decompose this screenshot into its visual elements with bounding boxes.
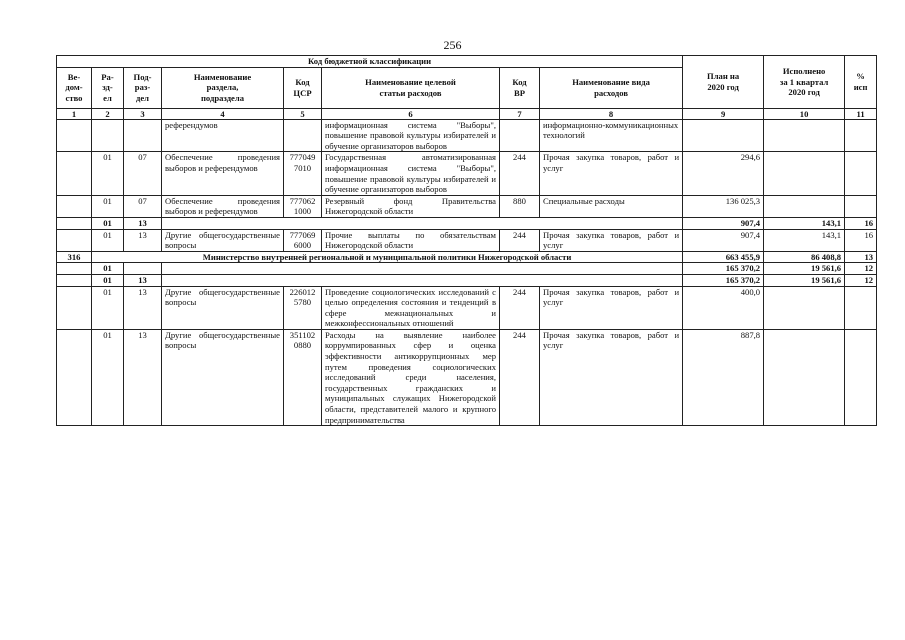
cell-blank	[162, 217, 683, 229]
cell-vr-name: Прочая закупка товаров, работ и услуг	[540, 286, 683, 329]
cell-pct	[845, 195, 877, 217]
cell-pct	[845, 119, 877, 152]
cell-plan: 165 370,2	[683, 263, 764, 275]
cell-pct	[845, 329, 877, 425]
cell-rz: 01	[92, 195, 124, 217]
cell-rz: 01	[92, 152, 124, 195]
cell-name: референдумов	[162, 119, 284, 152]
subtotal-row	[57, 263, 877, 275]
cell-rz	[92, 119, 124, 152]
cell-vr: 880	[500, 195, 540, 217]
cell-done: 19 561,6	[764, 274, 845, 286]
table-row	[57, 195, 877, 217]
cell-vr-name: информационно-коммуникационных технологий	[540, 119, 683, 152]
table-row	[57, 152, 877, 195]
header-pct: % исп	[845, 56, 877, 109]
cell-vr: 244	[500, 152, 540, 195]
cell-rz: 01	[92, 274, 124, 286]
cell-pct: 12	[845, 274, 877, 286]
column-number: 11	[845, 108, 877, 119]
column-number: 4	[162, 108, 284, 119]
cell-csr-name: Расходы на выявление наиболее коррумпированных сфер и оценка эффективности антикоррупционных мер путем проведения социологических исследований среди населения, государственных гражданских и муниципальных служащих Нижегородской области, представителей малого и крупного предпринимательства	[322, 329, 500, 425]
column-number: 3	[124, 108, 162, 119]
cell-vr-name: Прочая закупка товаров, работ и услуг	[540, 229, 683, 251]
cell-done	[764, 195, 845, 217]
cell-pr: 13	[124, 274, 162, 286]
cell-pct	[845, 152, 877, 195]
header-numbers-row	[57, 108, 877, 119]
cell-csr: 226012 5780	[284, 286, 322, 329]
cell-csr-name: Прочие выплаты по обязательствам Нижегородской области	[322, 229, 500, 251]
cell-ved	[57, 286, 92, 329]
cell-name: Другие общегосударственные вопросы	[162, 229, 284, 251]
cell-plan: 907,4	[683, 217, 764, 229]
cell-ved	[57, 274, 92, 286]
cell-name: Обеспечение проведения выборов и референдумов	[162, 195, 284, 217]
cell-plan	[683, 119, 764, 152]
ministry-name: Министерство внутренней региональной и муниципальной политики Нижегородской области	[92, 251, 683, 263]
cell-pr: 13	[124, 229, 162, 251]
header-plan: План на 2020 год	[683, 56, 764, 109]
cell-pct	[845, 286, 877, 329]
header-pr: Под- раз- дел	[124, 67, 162, 108]
cell-pct: 16	[845, 217, 877, 229]
cell-plan: 165 370,2	[683, 274, 764, 286]
cell-vr	[500, 119, 540, 152]
cell-plan: 400,0	[683, 286, 764, 329]
cell-vr: 244	[500, 329, 540, 425]
cell-vr-name: Прочая закупка товаров, работ и услуг	[540, 329, 683, 425]
cell-pct: 16	[845, 229, 877, 251]
cell-done: 19 561,6	[764, 263, 845, 275]
cell-vr-name: Прочая закупка товаров, работ и услуг	[540, 152, 683, 195]
cell-csr: 777069 6000	[284, 229, 322, 251]
cell-csr: 777049 7010	[284, 152, 322, 195]
cell-rz: 01	[92, 217, 124, 229]
cell-vr-name: Специальные расходы	[540, 195, 683, 217]
cell-ved	[57, 152, 92, 195]
cell-vr: 244	[500, 229, 540, 251]
cell-csr-name: информационная система "Выборы", повышение правовой культуры избирателей и обучение организаторов выборов	[322, 119, 500, 152]
cell-pr: 07	[124, 152, 162, 195]
cell-rz: 01	[92, 263, 124, 275]
cell-pr	[124, 119, 162, 152]
column-number: 2	[92, 108, 124, 119]
cell-blank	[162, 263, 683, 275]
header-group-row	[57, 56, 877, 68]
cell-plan: 663 455,9	[683, 251, 764, 263]
ministry-row	[57, 251, 877, 263]
cell-name: Другие общегосударственные вопросы	[162, 329, 284, 425]
cell-pr: 13	[124, 329, 162, 425]
header-name: Наименование раздела, подраздела	[162, 67, 284, 108]
cell-vr: 244	[500, 286, 540, 329]
header-rz: Ра- зд- ел	[92, 67, 124, 108]
cell-done: 143,1	[764, 229, 845, 251]
column-number: 8	[540, 108, 683, 119]
cell-done: 86 408,8	[764, 251, 845, 263]
column-number: 1	[57, 108, 92, 119]
header-ved: Ве- дом- ство	[57, 67, 92, 108]
column-number: 5	[284, 108, 322, 119]
column-number: 9	[683, 108, 764, 119]
cell-ved	[57, 329, 92, 425]
cell-rz: 01	[92, 286, 124, 329]
header-csr-name: Наименование целевой статьи расходов	[322, 67, 500, 108]
cell-done	[764, 329, 845, 425]
column-number: 10	[764, 108, 845, 119]
cell-pr: 07	[124, 195, 162, 217]
page-number: 256	[443, 38, 462, 52]
header-done: Исполнено за 1 квартал 2020 год	[764, 56, 845, 109]
subtotal-row	[57, 217, 877, 229]
cell-done	[764, 119, 845, 152]
cell-ved	[57, 195, 92, 217]
cell-ved	[57, 217, 92, 229]
table-row	[57, 229, 877, 251]
cell-plan: 907,4	[683, 229, 764, 251]
cell-pr: 13	[124, 217, 162, 229]
cell-plan: 294,6	[683, 152, 764, 195]
cell-ved	[57, 229, 92, 251]
cell-done	[764, 152, 845, 195]
header-csr: Код ЦСР	[284, 67, 322, 108]
column-number: 7	[500, 108, 540, 119]
header-group: Код бюджетной классификации	[57, 56, 683, 68]
cell-csr-name: Резервный фонд Правительства Нижегородской области	[322, 195, 500, 217]
cell-plan: 887,8	[683, 329, 764, 425]
table-row	[57, 119, 877, 152]
cell-ved	[57, 119, 92, 152]
cell-csr-name: Проведение социологических исследований с целью определения состояния и тенденций в сфере межнациональных и межконфессиональных отношений	[322, 286, 500, 329]
cell-csr	[284, 119, 322, 152]
cell-ved	[57, 263, 92, 275]
cell-done: 143,1	[764, 217, 845, 229]
cell-blank	[162, 274, 683, 286]
cell-pr: 13	[124, 286, 162, 329]
header-vr-name: Наименование вида расходов	[540, 67, 683, 108]
cell-ved: 316	[57, 251, 92, 263]
cell-rz: 01	[92, 229, 124, 251]
cell-done	[764, 286, 845, 329]
cell-rz: 01	[92, 329, 124, 425]
cell-name: Другие общегосударственные вопросы	[162, 286, 284, 329]
table-row	[57, 329, 877, 425]
subtotal-row	[57, 274, 877, 286]
column-number: 6	[322, 108, 500, 119]
cell-pct: 13	[845, 251, 877, 263]
cell-plan: 136 025,3	[683, 195, 764, 217]
cell-pct: 12	[845, 263, 877, 275]
cell-csr-name: Государственная автоматизированная информационная система "Выборы", повышение правовой культуры избирателей и обучение организаторов выборов	[322, 152, 500, 195]
table-row	[57, 286, 877, 329]
cell-csr: 351102 0880	[284, 329, 322, 425]
cell-pr	[124, 263, 162, 275]
cell-name: Обеспечение проведения выборов и референдумов	[162, 152, 284, 195]
budget-table	[56, 55, 877, 426]
cell-csr: 777062 1000	[284, 195, 322, 217]
header-vr: Код ВР	[500, 67, 540, 108]
